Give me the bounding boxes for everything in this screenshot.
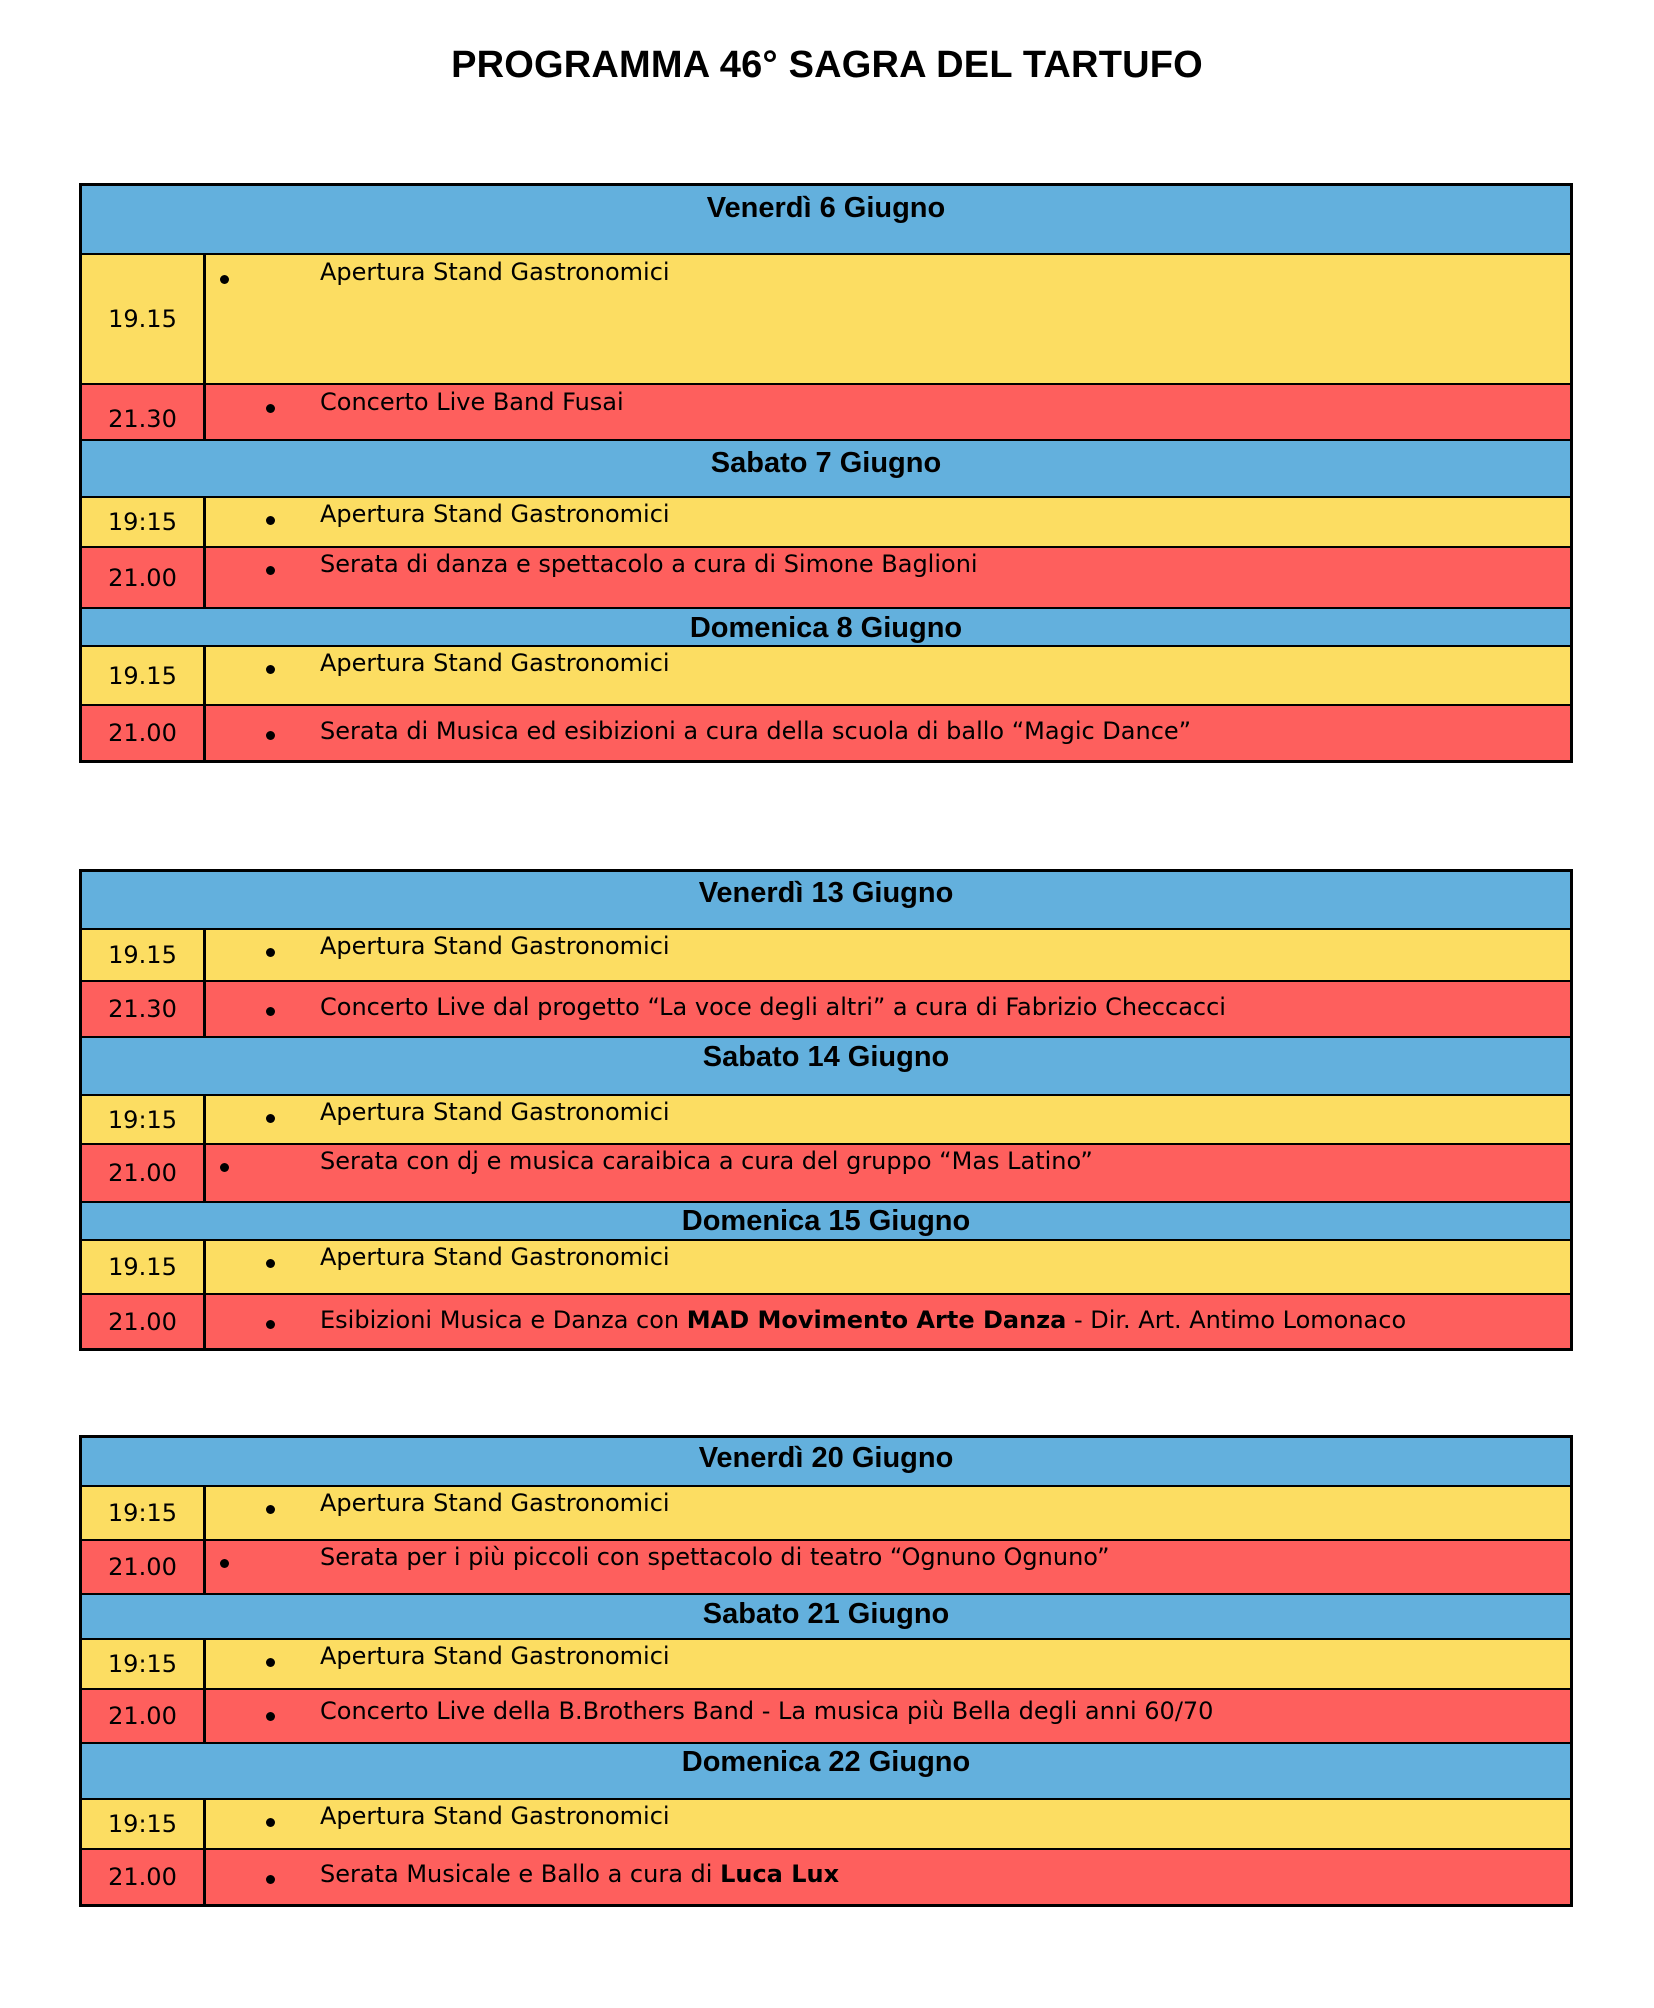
- week-table: [79, 869, 1573, 1351]
- event-description: [206, 706, 1570, 760]
- bullet-icon: [266, 566, 275, 575]
- event-description: [206, 385, 1570, 439]
- event-row: [82, 1798, 1570, 1848]
- bullet-icon: [266, 1658, 275, 1667]
- bullet-icon: [266, 1320, 275, 1329]
- day-header: Sabato 7 Giugno: [82, 439, 1570, 496]
- day-header: Domenica 22 Giugno: [82, 1742, 1570, 1798]
- event-row: [82, 1638, 1570, 1688]
- bullet-icon: [266, 1505, 275, 1514]
- event-text: Serata di danza e spettacolo a cura di Simone Baglioni: [320, 550, 978, 578]
- event-description: [206, 548, 1570, 607]
- day-header: Venerdì 20 Giugno: [82, 1438, 1570, 1485]
- event-text: Concerto Live Band Fusai: [320, 388, 624, 416]
- event-text: Concerto Live dal progetto “La voce degli altri” a cura di Fabrizio Checcacci: [320, 993, 1226, 1021]
- week-table: [79, 183, 1573, 763]
- event-row: [82, 383, 1570, 439]
- event-description: [206, 1850, 1570, 1904]
- event-time: 21.30: [82, 385, 206, 439]
- event-text: [320, 1306, 1406, 1334]
- event-time: 19:15: [82, 1487, 206, 1539]
- event-text-after: - Dir. Art. Antimo Lomonaco: [1066, 1306, 1407, 1334]
- event-text: Serata con dj e musica caraibica a cura del gruppo “Mas Latino”: [320, 1147, 1093, 1175]
- event-time: 19:15: [82, 1800, 206, 1848]
- event-description: [206, 647, 1570, 704]
- event-text: Apertura Stand Gastronomici: [320, 1802, 670, 1830]
- bullet-icon: [266, 1875, 275, 1884]
- event-description: [206, 255, 1570, 383]
- event-description: [206, 1800, 1570, 1848]
- event-time: 21.00: [82, 1145, 206, 1201]
- event-row: [82, 1539, 1570, 1593]
- event-time: 21.00: [82, 1850, 206, 1904]
- event-time: 19.15: [82, 930, 206, 980]
- event-text: Serata di Musica ed esibizioni a cura della scuola di ballo “Magic Dance”: [320, 717, 1192, 745]
- page-title: PROGRAMMA 46° SAGRA DEL TARTUFO: [451, 44, 1203, 86]
- bullet-icon: [266, 948, 275, 957]
- event-time: 21.30: [82, 982, 206, 1036]
- day-header: Domenica 15 Giugno: [82, 1201, 1570, 1239]
- event-row: [82, 980, 1570, 1036]
- event-text-before: Esibizioni Musica e Danza con: [320, 1306, 687, 1334]
- event-time: 21.00: [82, 1690, 206, 1742]
- event-text: Concerto Live della B.Brothers Band - La musica più Bella degli anni 60/70: [320, 1697, 1214, 1725]
- day-header: Domenica 8 Giugno: [82, 607, 1570, 645]
- event-time: 21.00: [82, 1295, 206, 1348]
- event-time: 19:15: [82, 1096, 206, 1143]
- event-time: 19:15: [82, 1640, 206, 1688]
- event-text-bold: MAD Movimento Arte Danza: [686, 1306, 1067, 1334]
- event-time: 19.15: [82, 647, 206, 704]
- day-header: Sabato 14 Giugno: [82, 1036, 1570, 1094]
- bullet-icon: [266, 1818, 275, 1827]
- bullet-icon: [266, 516, 275, 525]
- event-description: [206, 1096, 1570, 1143]
- event-row: [82, 704, 1570, 760]
- bullet-icon: [266, 1114, 275, 1123]
- bullet-icon: [266, 1259, 275, 1268]
- event-text: Apertura Stand Gastronomici: [320, 932, 670, 960]
- event-text: Apertura Stand Gastronomici: [320, 1243, 670, 1271]
- event-row: [82, 1239, 1570, 1293]
- event-text: Apertura Stand Gastronomici: [320, 1489, 670, 1517]
- event-row: [82, 253, 1570, 383]
- bullet-icon: [266, 665, 275, 674]
- event-description: [206, 930, 1570, 980]
- event-row: [82, 928, 1570, 980]
- event-description: [206, 1241, 1570, 1293]
- event-description: [206, 1295, 1570, 1348]
- event-time: 21.00: [82, 706, 206, 760]
- bullet-icon: [220, 275, 229, 284]
- week-table: [79, 1435, 1573, 1907]
- day-header: Sabato 21 Giugno: [82, 1593, 1570, 1638]
- event-time: 19.15: [82, 1241, 206, 1293]
- event-row: [82, 1485, 1570, 1539]
- event-row: [82, 645, 1570, 704]
- event-text: Apertura Stand Gastronomici: [320, 500, 670, 528]
- event-description: [206, 1145, 1570, 1201]
- event-text: Apertura Stand Gastronomici: [320, 258, 670, 286]
- event-text: Apertura Stand Gastronomici: [320, 1098, 670, 1126]
- bullet-icon: [220, 1163, 229, 1172]
- event-text: Serata per i più piccoli con spettacolo di teatro “Ognuno Ognuno”: [320, 1543, 1110, 1571]
- event-time: 19:15: [82, 498, 206, 546]
- event-row: [82, 1688, 1570, 1742]
- event-row: [82, 1293, 1570, 1348]
- event-description: [206, 1487, 1570, 1539]
- event-description: [206, 982, 1570, 1036]
- bullet-icon: [220, 1559, 229, 1568]
- day-header: Venerdì 13 Giugno: [82, 872, 1570, 928]
- event-row: [82, 546, 1570, 607]
- event-row: [82, 1094, 1570, 1143]
- event-text: Apertura Stand Gastronomici: [320, 649, 670, 677]
- bullet-icon: [266, 1712, 275, 1721]
- event-description: [206, 1690, 1570, 1742]
- event-description: [206, 498, 1570, 546]
- day-header: Venerdì 6 Giugno: [82, 186, 1570, 253]
- event-time: 19.15: [82, 255, 206, 383]
- event-row: [82, 1848, 1570, 1904]
- event-text: Apertura Stand Gastronomici: [320, 1642, 670, 1670]
- event-row: [82, 1143, 1570, 1201]
- event-description: [206, 1541, 1570, 1593]
- bullet-icon: [266, 404, 275, 413]
- bullet-icon: [266, 1007, 275, 1016]
- event-time: 21.00: [82, 548, 206, 607]
- event-row: [82, 496, 1570, 546]
- event-description: [206, 1640, 1570, 1688]
- event-text: [320, 1860, 839, 1888]
- event-text-before: Serata Musicale e Ballo a cura di: [320, 1860, 721, 1888]
- bullet-icon: [266, 731, 275, 740]
- event-time: 21.00: [82, 1541, 206, 1593]
- event-text-bold: Luca Lux: [720, 1860, 840, 1888]
